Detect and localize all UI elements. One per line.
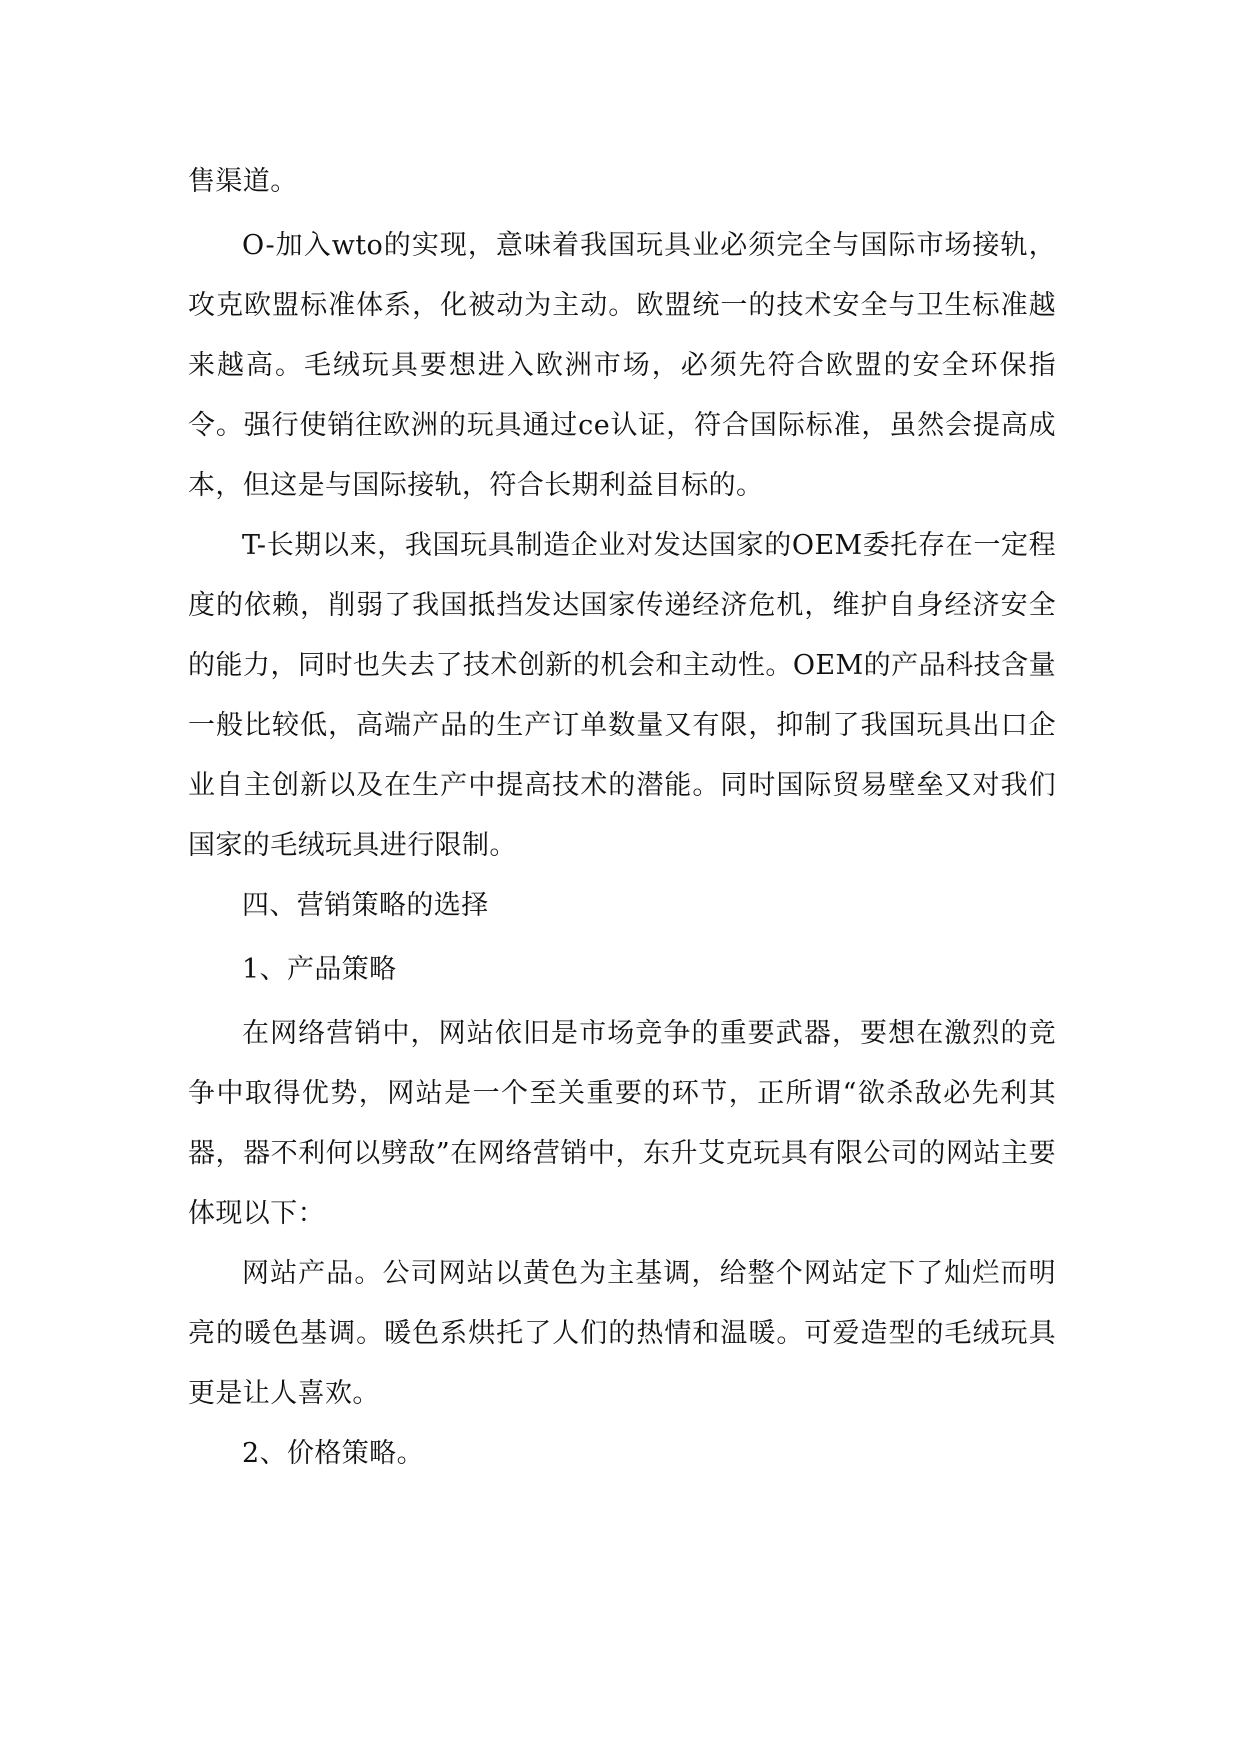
- section-heading-marketing-strategy: 四、营销策略的选择: [242, 890, 489, 921]
- subheading-price-strategy: 2、价格策略。: [242, 1438, 424, 1469]
- document-body: [188, 152, 1056, 1488]
- paragraph-sales-channel-tail: 售渠道。: [188, 166, 298, 197]
- subheading-product-strategy: 1、产品策略: [242, 954, 397, 985]
- paragraph-threat-oem: T-长期以来，我国玩具制造企业对发达国家的OEM委托存在一定程度的依赖，削弱了我国抵挡发达国家传递经济危机，维护自身经济安全的能力，同时也失去了技术创新的机会和主动性。OEM的产品科技含量一般比较低，高端产品的生产订单数量又有限，抑制了我国玩具出口企业自主创新以及在生产中提高技术的潜能。同时国际贸易壁垒又对我们国家的毛绒玩具进行限制。: [188, 530, 1056, 861]
- paragraph-website-products: 网站产品。公司网站以黄色为主基调，给整个网站定下了灿烂而明亮的暖色基调。暖色系烘托了人们的热情和温暖。可爱造型的毛绒玩具更是让人喜欢。: [188, 1258, 1056, 1409]
- paragraph-website-importance: 在网络营销中，网站依旧是市场竞争的重要武器，要想在激烈的竞争中取得优势，网站是一个至关重要的环节，正所谓“欲杀敌必先利其器，器不利何以劈敌”在网络营销中，东升艾克玩具有限公司的网站主要体现以下：: [188, 1018, 1056, 1229]
- paragraph-opportunity-wto: O-加入wto的实现，意味着我国玩具业必须完全与国际市场接轨，攻克欧盟标准体系，化被动为主动。欧盟统一的技术安全与卫生标准越来越高。毛绒玩具要想进入欧洲市场，必须先符合欧盟的安全环保指令。强行使销往欧洲的玩具通过ce认证，符合国际标准，虽然会提高成本，但这是与国际接轨，符合长期利益目标的。: [188, 230, 1056, 501]
